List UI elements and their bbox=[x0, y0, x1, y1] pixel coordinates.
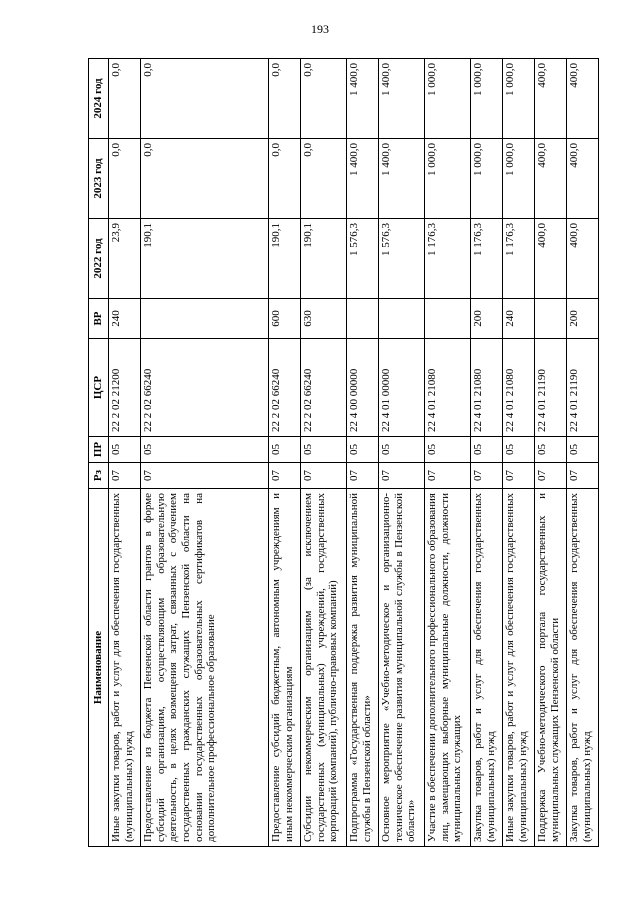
cell-csr: 22 4 01 21190 bbox=[567, 339, 599, 437]
table-row bbox=[141, 59, 269, 847]
cell-2022: 1 176,3 bbox=[503, 219, 535, 299]
cell-csr: 22 4 01 21080 bbox=[503, 339, 535, 437]
cell-2022: 190,1 bbox=[269, 219, 301, 299]
cell-2024: 1 000,0 bbox=[503, 59, 535, 139]
cell-name: Подпрограмма «Государственная поддержка развития муниципальной службы в Пензенской области» bbox=[347, 489, 379, 847]
header-2023: 2023 год bbox=[89, 139, 109, 219]
cell-rz: 07 bbox=[425, 463, 471, 489]
table-body bbox=[109, 59, 599, 847]
table-row bbox=[425, 59, 471, 847]
header-pr: ПР bbox=[89, 437, 109, 463]
cell-csr: 22 2 02 66240 bbox=[301, 339, 347, 437]
cell-name: Закупка товаров, работ и услуг для обеспечения государственных (муниципальных) нужд bbox=[567, 489, 599, 847]
table-row bbox=[109, 59, 141, 847]
cell-rz: 07 bbox=[301, 463, 347, 489]
cell-2023: 0,0 bbox=[269, 139, 301, 219]
table-row bbox=[347, 59, 379, 847]
cell-csr: 22 4 01 00000 bbox=[379, 339, 425, 437]
cell-pr: 05 bbox=[567, 437, 599, 463]
cell-2024: 0,0 bbox=[301, 59, 347, 139]
cell-csr: 22 4 01 21080 bbox=[471, 339, 503, 437]
cell-2022: 1 576,3 bbox=[379, 219, 425, 299]
cell-2022: 23,9 bbox=[109, 219, 141, 299]
cell-2024: 1 400,0 bbox=[347, 59, 379, 139]
cell-rz: 07 bbox=[567, 463, 599, 489]
cell-name: Иные закупки товаров, работ и услуг для обеспечения государственных (муниципальных) нужд bbox=[503, 489, 535, 847]
cell-2023: 0,0 bbox=[301, 139, 347, 219]
cell-rz: 07 bbox=[503, 463, 535, 489]
cell-vr bbox=[535, 299, 567, 339]
cell-2023: 400,0 bbox=[535, 139, 567, 219]
cell-2023: 0,0 bbox=[141, 139, 269, 219]
cell-name: Предоставление из бюджета Пензенской области грантов в форме субсидий организациям, осуществляющим образовательную деятельность, в целях возмещения затрат, связанных с обучением государственных гражданских служащих Пензенской области на основании государственных образовательных сертификатов на дополнительное профессиональное образование bbox=[141, 489, 269, 847]
cell-2024: 1 400,0 bbox=[379, 59, 425, 139]
cell-pr: 05 bbox=[109, 437, 141, 463]
cell-vr: 200 bbox=[567, 299, 599, 339]
cell-vr: 200 bbox=[471, 299, 503, 339]
cell-pr: 05 bbox=[503, 437, 535, 463]
cell-2023: 1 000,0 bbox=[471, 139, 503, 219]
cell-pr: 05 bbox=[269, 437, 301, 463]
cell-vr: 630 bbox=[301, 299, 347, 339]
table-row bbox=[471, 59, 503, 847]
cell-pr: 05 bbox=[379, 437, 425, 463]
cell-csr: 22 2 02 66240 bbox=[269, 339, 301, 437]
cell-pr: 05 bbox=[535, 437, 567, 463]
cell-2023: 400,0 bbox=[567, 139, 599, 219]
table-header-row bbox=[89, 59, 109, 847]
cell-pr: 05 bbox=[471, 437, 503, 463]
cell-pr: 05 bbox=[425, 437, 471, 463]
cell-rz: 07 bbox=[471, 463, 503, 489]
cell-rz: 07 bbox=[347, 463, 379, 489]
cell-pr: 05 bbox=[301, 437, 347, 463]
cell-csr: 22 4 01 21080 bbox=[425, 339, 471, 437]
cell-csr: 22 4 00 00000 bbox=[347, 339, 379, 437]
table-row bbox=[567, 59, 599, 847]
header-rz: Рз bbox=[89, 463, 109, 489]
cell-2024: 1 000,0 bbox=[425, 59, 471, 139]
cell-2024: 400,0 bbox=[567, 59, 599, 139]
cell-2023: 1 400,0 bbox=[379, 139, 425, 219]
cell-rz: 07 bbox=[141, 463, 269, 489]
cell-csr: 22 2 02 66240 bbox=[141, 339, 269, 437]
cell-2024: 400,0 bbox=[535, 59, 567, 139]
cell-2023: 1 000,0 bbox=[425, 139, 471, 219]
table-row bbox=[503, 59, 535, 847]
cell-rz: 07 bbox=[269, 463, 301, 489]
cell-rz: 07 bbox=[379, 463, 425, 489]
cell-pr: 05 bbox=[141, 437, 269, 463]
cell-2022: 400,0 bbox=[535, 219, 567, 299]
budget-table bbox=[88, 58, 599, 847]
cell-name: Предоставление субсидий бюджетным, автономным учреждениям и иным некоммерческим организациям bbox=[269, 489, 301, 847]
header-vr: ВР bbox=[89, 299, 109, 339]
cell-2022: 1 576,3 bbox=[347, 219, 379, 299]
cell-rz: 07 bbox=[109, 463, 141, 489]
cell-pr: 05 bbox=[347, 437, 379, 463]
cell-vr: 600 bbox=[269, 299, 301, 339]
cell-name: Основное мероприятие «Учебно-методическое и организационно-техническое обеспечение развития муниципальной службы в Пензенской области» bbox=[379, 489, 425, 847]
cell-2023: 0,0 bbox=[109, 139, 141, 219]
cell-2024: 0,0 bbox=[109, 59, 141, 139]
rotated-table-container bbox=[88, 59, 593, 847]
cell-vr bbox=[425, 299, 471, 339]
header-2024: 2024 год bbox=[89, 59, 109, 139]
cell-2022: 1 176,3 bbox=[425, 219, 471, 299]
cell-2022: 1 176,3 bbox=[471, 219, 503, 299]
table-row bbox=[535, 59, 567, 847]
table-row bbox=[379, 59, 425, 847]
table-row bbox=[301, 59, 347, 847]
cell-2024: 0,0 bbox=[269, 59, 301, 139]
cell-csr: 22 4 01 21190 bbox=[535, 339, 567, 437]
table-row bbox=[269, 59, 301, 847]
header-csr: ЦСР bbox=[89, 339, 109, 437]
cell-2022: 400,0 bbox=[567, 219, 599, 299]
cell-2022: 190,1 bbox=[141, 219, 269, 299]
cell-name: Иные закупки товаров, работ и услуг для обеспечения государственных (муниципальных) нужд bbox=[109, 489, 141, 847]
cell-2023: 1 400,0 bbox=[347, 139, 379, 219]
cell-csr: 22 2 02 21200 bbox=[109, 339, 141, 437]
cell-vr: 240 bbox=[109, 299, 141, 339]
cell-name: Закупка товаров, работ и услуг для обеспечения государственных (муниципальных) нужд bbox=[471, 489, 503, 847]
cell-rz: 07 bbox=[535, 463, 567, 489]
cell-vr: 240 bbox=[503, 299, 535, 339]
page-number: 193 bbox=[311, 22, 329, 36]
cell-2022: 190,1 bbox=[301, 219, 347, 299]
header-2022: 2022 год bbox=[89, 219, 109, 299]
cell-vr bbox=[379, 299, 425, 339]
cell-vr bbox=[141, 299, 269, 339]
cell-name: Субсидии некоммерческим организациям (за исключением государственных (муниципальных) учреждений, государственных корпораций (компаний), публично-правовых компаний) bbox=[301, 489, 347, 847]
cell-2023: 1 000,0 bbox=[503, 139, 535, 219]
cell-vr bbox=[347, 299, 379, 339]
cell-2024: 1 000,0 bbox=[471, 59, 503, 139]
cell-name: Участие в обеспечении дополнительного профессионального образования лиц, замещающих выборные муниципальные должности, должности муниципальных служащих bbox=[425, 489, 471, 847]
cell-name: Поддержка Учебно-методического портала государственных и муниципальных служащих Пензенской области bbox=[535, 489, 567, 847]
header-name: Наименование bbox=[89, 489, 109, 847]
cell-2024: 0,0 bbox=[141, 59, 269, 139]
